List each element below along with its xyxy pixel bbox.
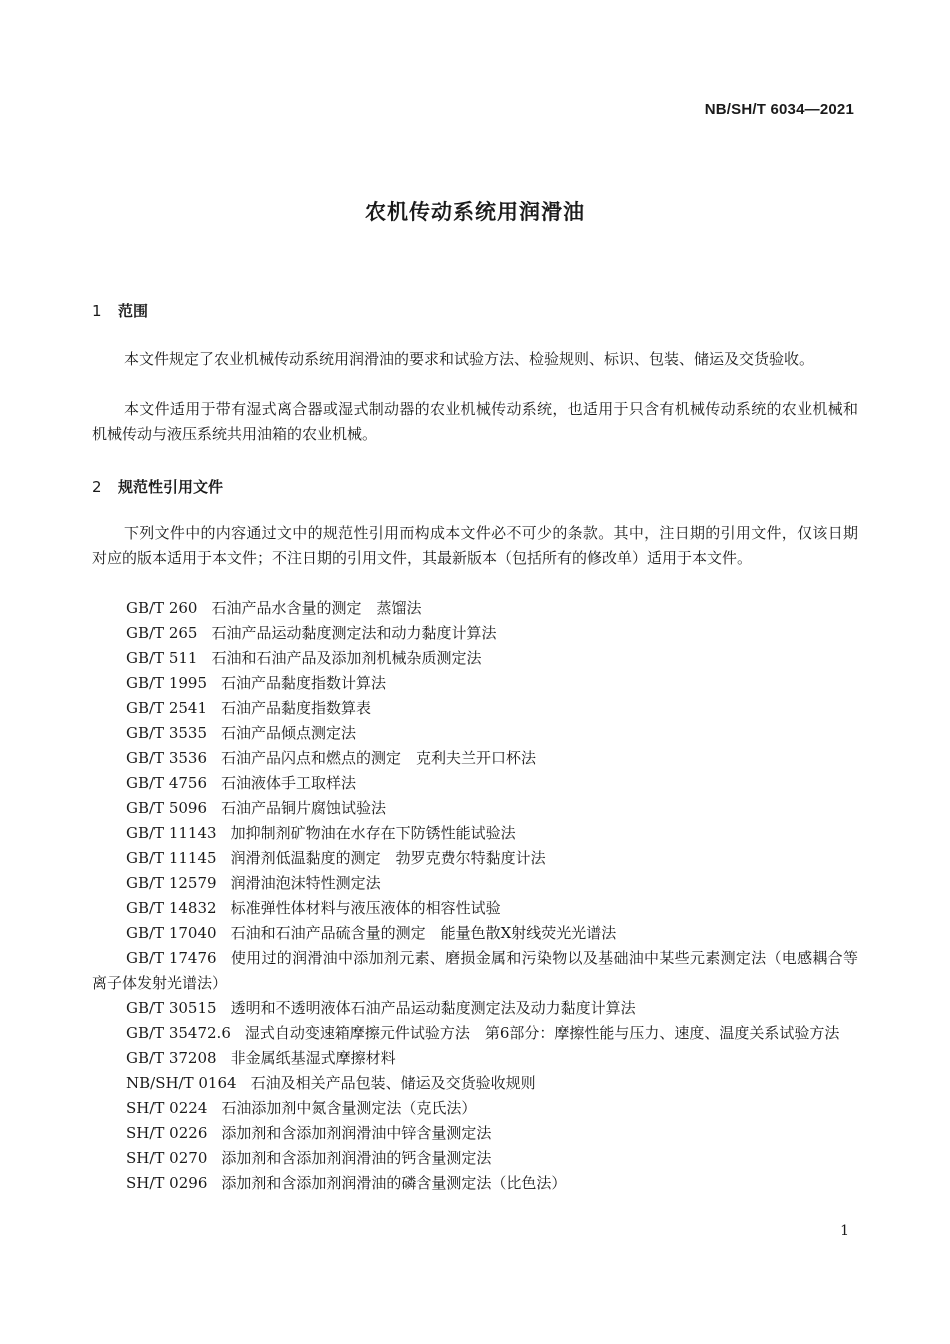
reference-item bbox=[92, 821, 858, 846]
reference-code: GB/T 11145 bbox=[126, 849, 217, 867]
reference-item bbox=[92, 1096, 858, 1121]
reference-title: 透明和不透明液体石油产品运动黏度测定法及动力黏度计算法 bbox=[230, 999, 636, 1017]
reference-title: 石油和石油产品硫含量的测定 能量色散X射线荧光光谱法 bbox=[230, 924, 617, 942]
reference-title: 润滑剂低温黏度的测定 勃罗克费尔特黏度计法 bbox=[230, 849, 546, 867]
section-1-title: 范围 bbox=[118, 302, 149, 320]
reference-item bbox=[92, 921, 858, 946]
reference-title: 添加剂和含添加剂润滑油的钙含量测定法 bbox=[221, 1149, 492, 1167]
reference-item bbox=[92, 1071, 858, 1096]
reference-code: GB/T 37208 bbox=[126, 1049, 217, 1067]
reference-title: 石油产品倾点测定法 bbox=[221, 724, 357, 742]
reference-item bbox=[92, 871, 858, 896]
reference-title: 石油及相关产品包装、储运及交货验收规则 bbox=[250, 1074, 536, 1092]
reference-code: GB/T 4756 bbox=[126, 774, 208, 792]
reference-item bbox=[92, 646, 858, 671]
reference-code: SH/T 0226 bbox=[126, 1124, 208, 1142]
reference-title: 石油产品运动黏度测定法和动力黏度计算法 bbox=[211, 624, 497, 642]
section-1-number: 1 bbox=[92, 302, 102, 320]
section-1-paragraph-2: 本文件适用于带有湿式离合器或湿式制动器的农业机械传动系统，也适用于只含有机械传动系统的农业机械和机械传动与液压系统共用油箱的农业机械。 bbox=[92, 400, 858, 443]
reference-item bbox=[92, 746, 858, 771]
reference-title: 湿式自动变速箱摩擦元件试验方法 第6部分：摩擦性能与压力、速度、温度关系试验方法 bbox=[244, 1024, 840, 1042]
reference-item bbox=[92, 796, 858, 821]
reference-item bbox=[92, 996, 858, 1021]
section-2-title: 规范性引用文件 bbox=[118, 478, 224, 496]
reference-item bbox=[92, 671, 858, 696]
reference-title: 石油添加剂中氮含量测定法（克氏法） bbox=[221, 1099, 477, 1117]
reference-title: 石油和石油产品及添加剂机械杂质测定法 bbox=[211, 649, 482, 667]
reference-title: 石油产品铜片腐蚀试验法 bbox=[221, 799, 387, 817]
section-1-paragraph-1: 本文件规定了农业机械传动系统用润滑油的要求和试验方法、检验规则、标识、包装、储运及交货验收。 bbox=[124, 350, 815, 368]
reference-item bbox=[92, 771, 858, 796]
reference-code: GB/T 14832 bbox=[126, 899, 217, 917]
reference-code: GB/T 17476 bbox=[126, 949, 217, 967]
reference-item bbox=[92, 696, 858, 721]
reference-item bbox=[92, 621, 858, 646]
reference-code: GB/T 265 bbox=[126, 624, 198, 642]
reference-item bbox=[92, 721, 858, 746]
reference-title: 使用过的润滑油中添加剂元素、磨损金属和污染物以及基础油中某些元素测定法（电感耦合等离子体发射光谱法） bbox=[92, 949, 858, 992]
page-number: 1 bbox=[840, 1223, 849, 1239]
reference-code: GB/T 1995 bbox=[126, 674, 208, 692]
reference-code: GB/T 3535 bbox=[126, 724, 208, 742]
section-2-number: 2 bbox=[92, 478, 102, 496]
section-2-heading bbox=[92, 476, 223, 497]
reference-code: GB/T 17040 bbox=[126, 924, 217, 942]
reference-item bbox=[92, 1021, 858, 1046]
reference-title: 石油产品水含量的测定 蒸馏法 bbox=[211, 599, 422, 617]
reference-code: GB/T 260 bbox=[126, 599, 198, 617]
reference-title: 石油产品黏度指数算表 bbox=[221, 699, 372, 717]
reference-title: 添加剂和含添加剂润滑油的磷含量测定法（比色法） bbox=[221, 1174, 567, 1192]
reference-code: GB/T 11143 bbox=[126, 824, 217, 842]
reference-item bbox=[92, 1046, 858, 1071]
reference-title: 标准弹性体材料与液压液体的相容性试验 bbox=[230, 899, 501, 917]
reference-code: SH/T 0296 bbox=[126, 1174, 208, 1192]
reference-code: NB/SH/T 0164 bbox=[126, 1074, 237, 1092]
reference-code: GB/T 5096 bbox=[126, 799, 208, 817]
reference-code: GB/T 30515 bbox=[126, 999, 217, 1017]
reference-title: 添加剂和含添加剂润滑油中锌含量测定法 bbox=[221, 1124, 492, 1142]
reference-code: GB/T 35472.6 bbox=[126, 1024, 231, 1042]
reference-title: 石油产品黏度指数计算法 bbox=[221, 674, 387, 692]
reference-code: SH/T 0270 bbox=[126, 1149, 208, 1167]
reference-code: GB/T 2541 bbox=[126, 699, 208, 717]
reference-title: 石油液体手工取样法 bbox=[221, 774, 357, 792]
reference-item bbox=[92, 946, 858, 996]
reference-code: GB/T 511 bbox=[126, 649, 198, 667]
section-1-heading bbox=[92, 300, 148, 321]
reference-item bbox=[92, 596, 858, 621]
reference-title: 润滑油泡沫特性测定法 bbox=[230, 874, 381, 892]
section-2-paragraph-1: 下列文件中的内容通过文中的规范性引用而构成本文件必不可少的条款。其中，注日期的引用文件，仅该日期对应的版本适用于本文件；不注日期的引用文件，其最新版本（包括所有的修改单）适用于本文件。 bbox=[92, 524, 858, 567]
reference-title: 非金属纸基湿式摩擦材料 bbox=[230, 1049, 396, 1067]
document-title: 农机传动系统用润滑油 bbox=[365, 200, 585, 224]
reference-code: GB/T 12579 bbox=[126, 874, 217, 892]
reference-title: 石油产品闪点和燃点的测定 克利夫兰开口杯法 bbox=[221, 749, 537, 767]
reference-code: GB/T 3536 bbox=[126, 749, 208, 767]
reference-title: 加抑制剂矿物油在水存在下防锈性能试验法 bbox=[230, 824, 516, 842]
reference-item bbox=[92, 1171, 858, 1196]
standard-code: NB/SH/T 6034—2021 bbox=[704, 101, 854, 118]
reference-item bbox=[92, 1146, 858, 1171]
reference-item bbox=[92, 846, 858, 871]
reference-item bbox=[92, 896, 858, 921]
reference-item bbox=[92, 1121, 858, 1146]
normative-references-list bbox=[92, 596, 858, 1196]
reference-code: SH/T 0224 bbox=[126, 1099, 208, 1117]
